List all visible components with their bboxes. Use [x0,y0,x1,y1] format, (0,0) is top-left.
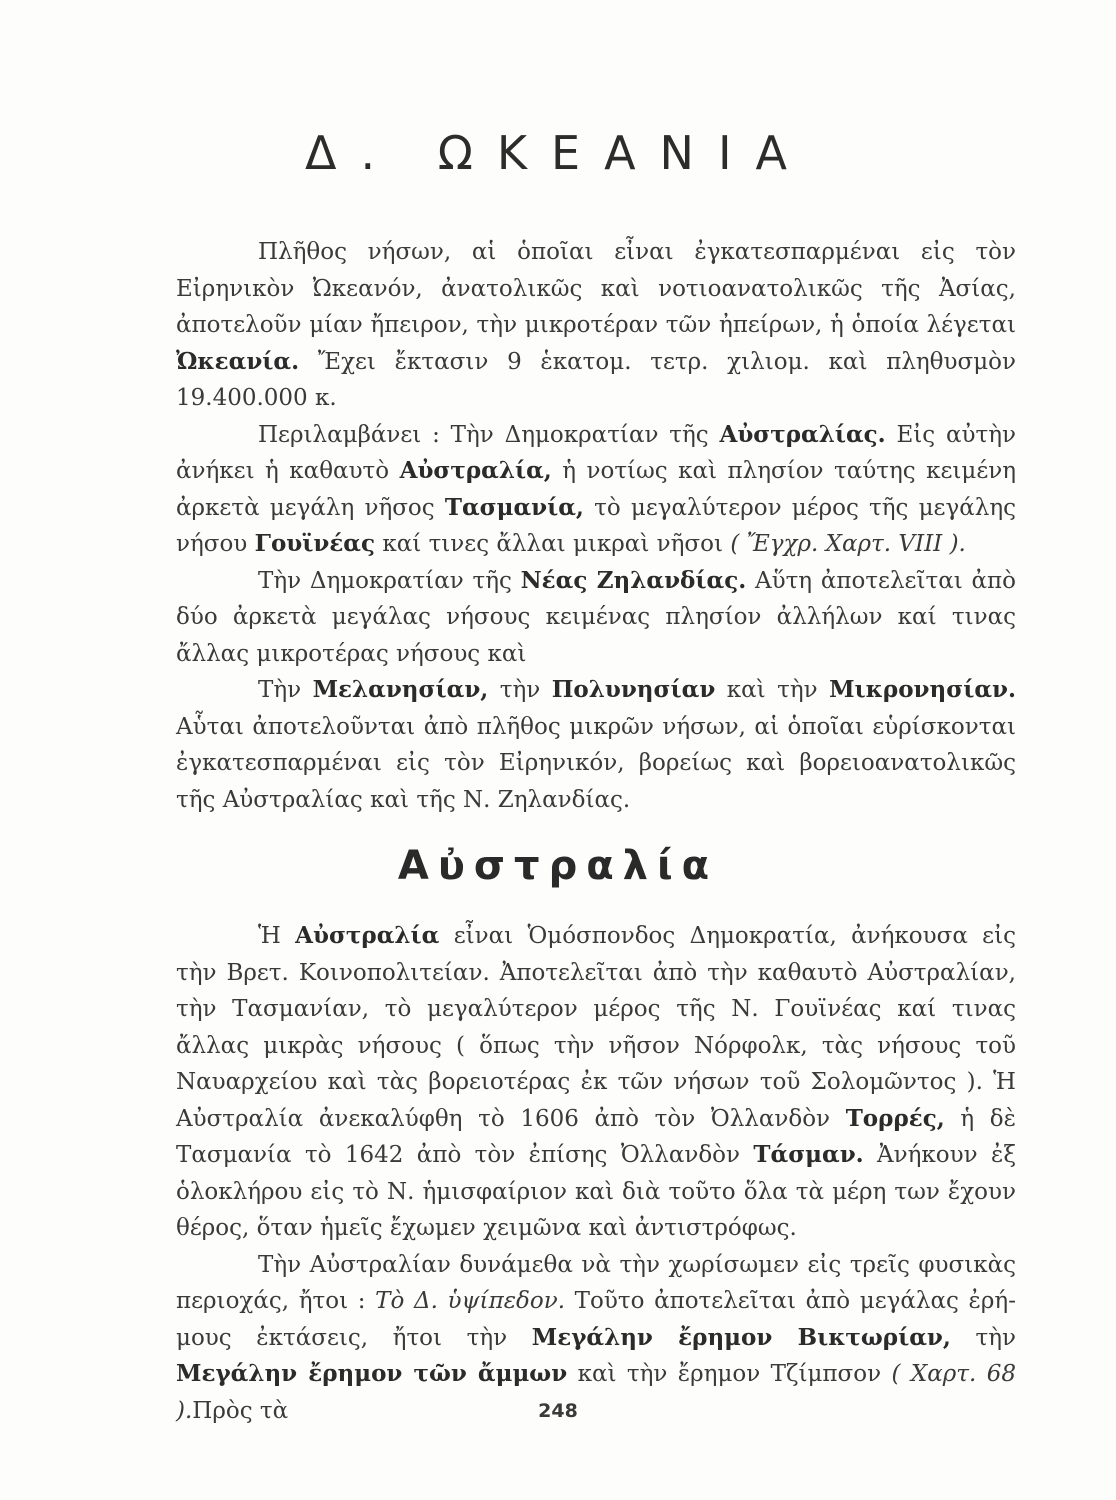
bold-term: Μεγάλην ἔρημον Βικτωρίαν, [531,1323,951,1351]
text-run: Πλῆθος νήσων, αἱ ὁποῖαι εἶναι ἐγκατεσπαρμέναι εἰς τὸν Εἰρηνικὸν Ὠκεανόν, ἀνατολικῶς καὶ νοτιοανατολικῶς τῆς Ἀσίας, ἀποτελοῦν μίαν ἤπειρον, τὴν μικροτέραν τῶν ἠπείρων, ἡ ὁποία λέγεται [176,239,1016,338]
chapter-title: Δ. ΩΚΕΑΝΙΑ [304,126,811,180]
italic-reference: Τὸ Δ. ὑψίπεδον. [375,1288,566,1314]
bold-term: Τασμανία, [444,493,584,521]
text-run: Τὴν Αὐστραλίαν δυνάμεθα νὰ τὴν χωρίσωμεν εἰς τρεῖς φυσικὰς περιοχάς, ἤτοι : [176,1251,1016,1314]
text-run: Αὕτη ἀποτελεῖται ἀπὸ δύο ἀρκετὰ μεγάλας νήσους κειμένας πλησίον ἀλλήλων καί τινας ἄλλας μικροτέρας νήσους καὶ [176,567,1016,667]
text-run: Ἔχει ἔκτασιν 9 ἑκατομ. τετρ. χιλιομ. καὶ πληθυσμὸν 19.400.000 κ. [176,348,1016,411]
bold-term: Νέας Ζηλανδίας. [520,566,747,594]
text-run: καὶ τὴν ἔρημον Τζίμπσον [567,1361,892,1387]
bold-term: Αὐστραλία, [399,457,552,484]
australia-section [176,918,1016,1429]
intro-paragraph-3 [176,563,1016,673]
text-run: τὴν [488,677,552,703]
bold-term: Αὐστραλία [295,922,440,949]
section-title-australia: Αὐστραλία [397,843,719,889]
text-run: εἶναι Ὁμόσπονδος Δημοκρατία, ἀνήκουσα εἰς τὴν Βρετ. Κοινοπολιτείαν. Ἀποτελεῖται ἀπὸ τὴν καθαυτὸ Αὐστραλίαν, τὴν Τασμανίαν, τὸ μεγαλύτερον μέρος τῆς Ν. Γουϊνέας καί τινας ἄλλας μικρὰς νήσους ( ὅπως τὴν νῆσον Νόρφολκ, τὰς νήσους τοῦ Ναυαρχείου καὶ τὰς βορειοτέρας ἐκ τῶν νήσων τοῦ Σολομῶντος ). Ἡ Αὐστραλία ἀνεκαλύφθη τὸ 1606 ἀπὸ τὸν Ὀλλανδὸν [176,923,1016,1132]
page-number: 248 [538,1400,578,1422]
bold-term: Πολυνησίαν [551,676,716,703]
bold-term: Αὐστραλίας. [719,420,886,448]
text-run: Αὗται ἀποτελοῦνται ἀπὸ πλῆθος μικρῶν νήσων, αἱ ὁποῖαι εὑρίσκονται ἐγκατεσπαρμέναι εἰς τὸν Εἰρηνικόν, βορείως καὶ βορειοανατολικῶς τῆς Αὐστραλίας καὶ τῆς Ν. Ζηλανδίας. [176,713,1016,813]
intro-paragraph-2 [176,417,1016,563]
intro-paragraph-4 [176,672,1016,818]
intro-section [176,234,1016,818]
bold-term: Ὠκεανία. [176,347,300,375]
bold-term: Μεγάλην ἔρημον τῶν ἄμμων [176,1360,568,1387]
bold-term: Τορρές, [845,1104,945,1132]
text-run: ἡ νοτίως καὶ πλησίον ταύτης κειμένη ἀρκετὰ μεγάλη νῆσος [176,458,1017,521]
text-run: τὴν [950,1324,1016,1351]
italic-reference: ( Χαρτ. 68 ). [176,1361,1016,1424]
bold-term: Μικρονησίαν. [829,676,1016,703]
text-run: Ἀνήκουν ἐξ ὁλοκλήρου εἰς τὸ Ν. ἡμισφαίριον καὶ διὰ τοῦτο ὅλα τὰ μέρη των ἔχουν θέρος, ὅταν ἡμεῖς ἔχωμεν χειμῶνα καὶ ἀντιστρόφως. [176,1142,1016,1241]
text-run: καὶ τὴν [715,677,830,703]
text-run: Εἰς αὐτὴν ἀνήκει ἡ καθαυτὸ [176,421,1016,484]
text-run: Τοῦτο ἀποτελεῖται ἀπὸ μεγάλας ἐρήμους ἐκτάσεις, ἤτοι τὴν [176,1288,1016,1351]
australia-paragraph-1 [176,918,1016,1247]
intro-paragraph-1 [176,234,1016,417]
text-run: Πρὸς τὰ [192,1397,289,1424]
text-run: ἡ δὲ Τασμανία τὸ 1642 ἀπὸ τὸν ἐπίσης Ὀλλανδὸν [176,1105,1016,1168]
text-run: Ἡ [258,923,296,949]
text-run: Περιλαμβάνει : Τὴν Δημοκρατίαν τῆς [258,421,720,448]
italic-reference: ( Ἔγχρ. Χαρτ. VIII ). [730,531,966,557]
text-run: τὸ μεγαλύτερον μέρος τῆς μεγάλης νήσου [176,494,1016,557]
bold-term: Τάσμαν. [753,1141,864,1168]
bold-term: Γουϊνέας [254,530,376,557]
text-run: Τὴν Δημοκρατίαν τῆς [258,567,521,594]
bold-term: Μελανησίαν, [312,676,489,703]
text-run: καί τινες ἄλλαι μικραὶ νῆσοι [375,531,731,557]
text-run: Τὴν [258,677,313,703]
